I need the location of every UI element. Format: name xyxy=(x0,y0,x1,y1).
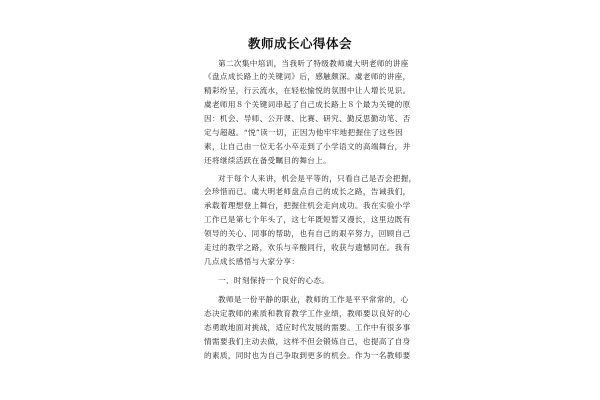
paragraph-line: 几点成长感悟与大家分享： xyxy=(204,257,300,266)
paragraph-line: 素，让自己由一位无名小卒走到了小学语文的高端舞台，并 xyxy=(204,142,411,151)
paragraph-line: 情需要我们主动去做，这样不但会锻炼自己，也提高了自身 xyxy=(204,337,411,346)
paragraph-line: 还将继续活跃在备受瞩目的舞台上。 xyxy=(204,156,332,165)
paragraph-line: 领导的关心、同事的帮助，也有自己的艰辛努力，回顾自己 xyxy=(204,229,411,238)
paragraph-line: 教师是一份平静的职业，教师的工作是平平常常的，心 xyxy=(218,295,409,304)
paragraph-line: 对于每个人来讲，机会是平等的，只看自己是否会把握， xyxy=(218,174,417,183)
section-heading: 一、时刻保持一个良好的心态。 xyxy=(218,276,330,285)
paragraph-line: 态决定教师的素质和教育教学工作业绩，教师要以良好的心 xyxy=(204,309,411,318)
paragraph-line: 第二次集中培训，当我听了特级教师虞大明老师的讲座 xyxy=(218,59,409,68)
paragraph-line: 会珍惜而已。虞大明老师盘点自己的成长之路，告诫我们， xyxy=(204,187,411,196)
paragraph-line: 虞老师用８个关键词串起了自己成长路上８个最为关键的原 xyxy=(204,100,411,109)
paragraph-line: 精彩纷呈，行云流水，在轻松愉悦的氛围中让人增长见识。 xyxy=(204,86,411,95)
document-title: 教师成长心得体会 xyxy=(247,36,352,51)
paragraph-line: 工作已是第七个年头了，这七年既短暂又漫长，这里边既有 xyxy=(204,215,411,224)
paragraph-line: 定与超越。“悦”读一切，正因为他牢牢地把握住了这些因 xyxy=(204,128,404,137)
paragraph-line: 承载着理想登上舞台，把握住机会走向成功。我在实验小学 xyxy=(204,201,411,210)
paragraph-line: 态勇敢地面对挑战，适应时代发展的需要。工作中有很多事 xyxy=(204,323,411,332)
paragraph-line: 的素质，同时也为自己争取到更多的机会。作为一名教师要 xyxy=(204,351,411,360)
paragraph-line: 《盘点成长路上的关键词》后，感触颇深。虞老师的讲座， xyxy=(204,72,411,81)
paragraph-line: 因：机会、导师、公开课、比赛、研究、勤反思勤动笔、否 xyxy=(204,114,411,123)
paragraph-line: 走过的教学之路，欢乐与辛酸同行，收获与遗憾同在。我有 xyxy=(204,243,411,252)
